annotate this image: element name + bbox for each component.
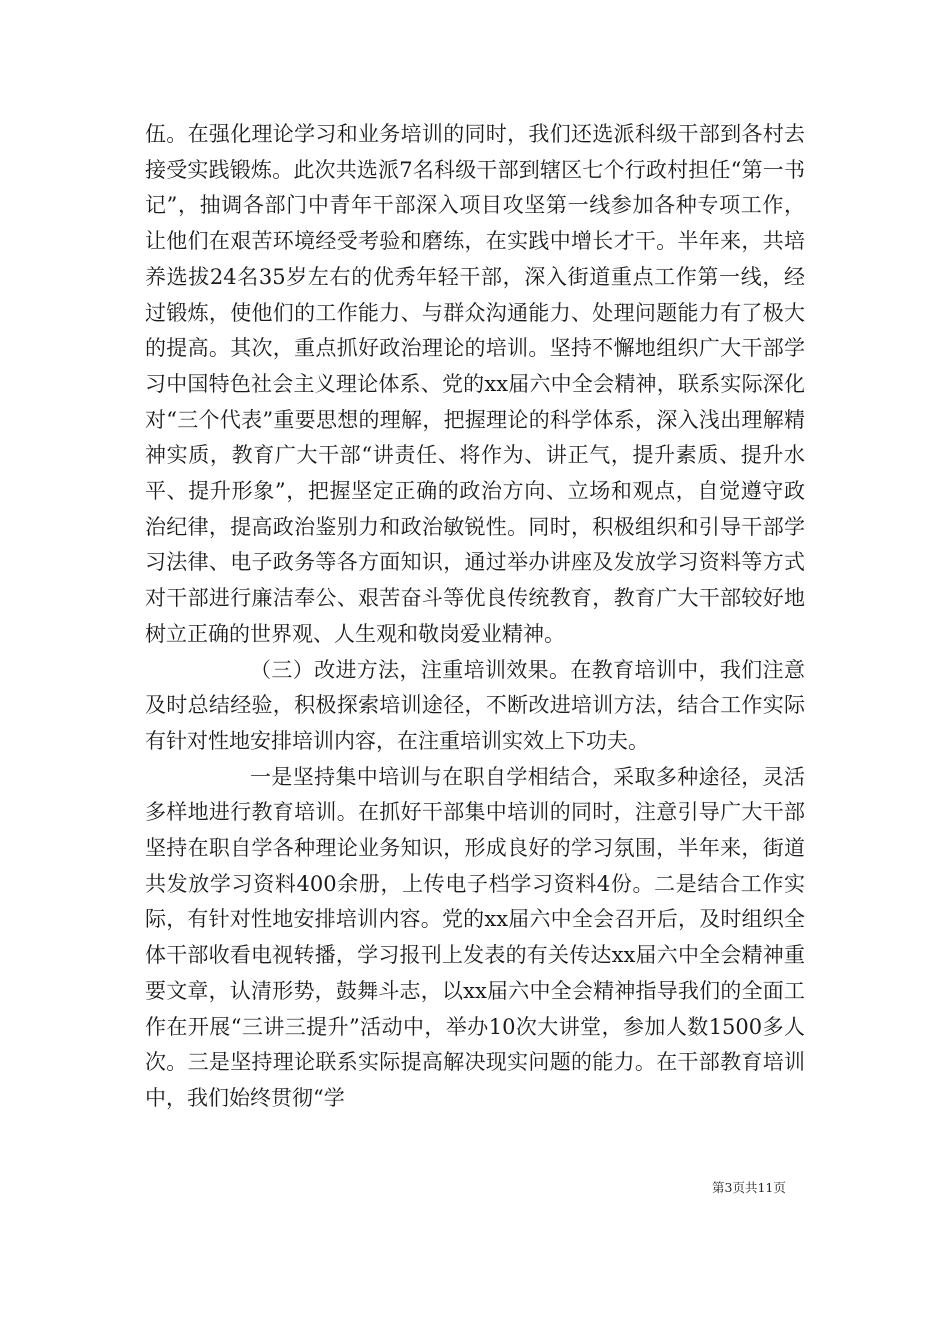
paragraph-3: 一是坚持集中培训与在职自学相结合，采取多种途径，灵活多样地进行教育培训。在抓好干部集中培训的同时，注意引导广大干部坚持在职自学各种理论业务知识，形成良好的学习氛围，半年来，街道共发放学习资料400余册，上传电子档学习资料4份。二是结合工作实际，有针对性地安排培训内容。党的xx届六中全会召开后，及时组织全体干部收看电视转播，学习报刊上发表的有关传达xx届六中全会精神重要文章，认清形势，鼓舞斗志，以xx届六中全会精神指导我们的全面工作在开展“三讲三提升”活动中，举办10次大讲堂，参加人数1500多人次。三是坚持理论联系实际提高解决现实问题的能力。在干部教育培训中，我们始终贯彻“学	[145, 764, 805, 1110]
paragraph-1: 伍。在强化理论学习和业务培训的同时，我们还选派科级干部到各村去接受实践锻炼。此次共选派7名科级干部到辖区七个行政村担任“第一书记”，抽调各部门中青年干部深入项目攻坚第一线参加各种专项工作，让他们在艰苦环境经受考验和磨练，在实践中增长才干。半年来，共培养选拔24名35岁左右的优秀年轻干部，深入街道重点工作第一线，经过锻炼，使他们的工作能力、与群众沟通能力、处理问题能力有了极大的提高。其次，重点抓好政治理论的培训。坚持不懈地组织广大干部学习中国特色社会主义理论体系、党的xx届六中全会精神，联系实际深化对“三个代表”重要思想的理解，把握理论的科学体系，深入浅出理解精神实质，教育广大干部“讲责任、将作为、讲正气，提升素质、提升水平、提升形象”，把握坚定正确的政治方向、立场和观点，自觉遵守政治纪律，提高政治鉴别力和政治敏锐性。同时，积极组织和引导干部学习法律、电子政务等各方面知识，通过举办讲座及发放学习资料等方式对干部进行廉洁奉公、艰苦奋斗等优良传统教育，教育广大干部较好地树立正确的世界观、人生观和敬岗爱业精神。	[145, 122, 805, 646]
body-text	[145, 117, 805, 1117]
paragraph-2: （三）改进方法，注重培训效果。在教育培训中，我们注意及时总结经验，积极探索培训途径，不断改进培训方法，结合工作实际有针对性地安排培训内容，在注重培训实效上下功夫。	[145, 657, 805, 753]
page-number-footer: 第3页共11页	[712, 1180, 786, 1195]
